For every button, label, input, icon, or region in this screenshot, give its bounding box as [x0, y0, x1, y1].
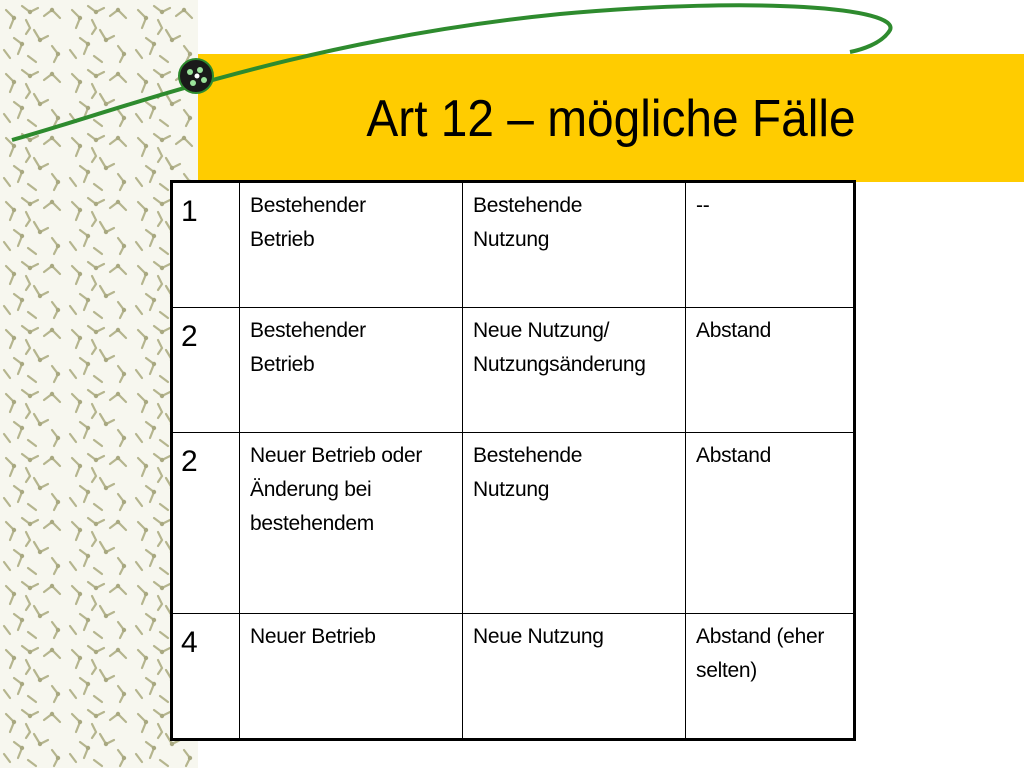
case-number: 2 — [172, 308, 240, 433]
result-cell: -- — [696, 194, 710, 217]
result-cell: Abstand — [696, 443, 771, 467]
result-cell: Abstand (eher selten) — [696, 624, 825, 682]
table-row — [172, 432, 855, 613]
use-cell: Neue Nutzung/ Nutzungsänderung — [473, 319, 646, 377]
result-cell: Abstand — [696, 319, 771, 343]
operation-cell: Bestehender Betrieb — [250, 319, 366, 377]
operation-cell: Neuer Betrieb oder Änderung bei bestehendem — [250, 443, 423, 535]
table-row — [172, 613, 855, 739]
use-cell: Neue Nutzung — [473, 624, 604, 648]
table-row — [172, 308, 855, 433]
slide-title: Art 12 – mögliche Fälle — [366, 90, 856, 148]
case-number: 4 — [172, 613, 240, 739]
use-cell: Bestehende Nutzung — [473, 194, 583, 251]
operation-cell: Neuer Betrieb — [250, 624, 376, 648]
case-number: 1 — [172, 182, 240, 308]
table-row — [172, 182, 855, 308]
use-cell: Bestehende Nutzung — [473, 443, 583, 501]
case-number: 2 — [172, 432, 240, 613]
cases-table — [170, 180, 856, 741]
operation-cell: Bestehender Betrieb — [250, 194, 366, 251]
